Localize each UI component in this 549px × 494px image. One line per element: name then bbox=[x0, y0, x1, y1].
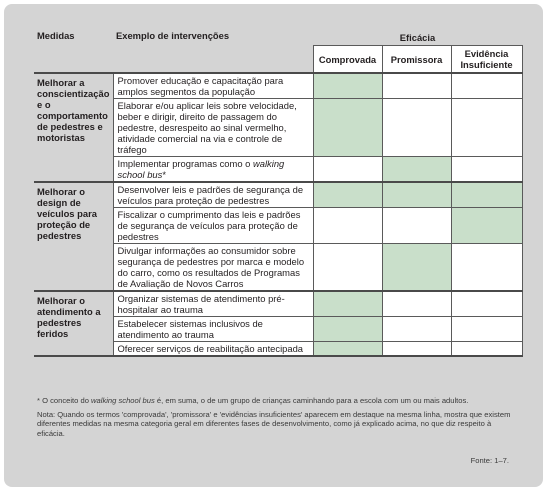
efficacy-cell-proven bbox=[313, 291, 382, 317]
efficacy-cell-proven bbox=[313, 244, 382, 292]
efficacy-cell-insufficient bbox=[451, 99, 522, 157]
efficacy-cell-insufficient bbox=[451, 182, 522, 208]
efficacy-cell-insufficient bbox=[451, 157, 522, 183]
efficacy-cell-insufficient bbox=[451, 317, 522, 342]
footnote: * O conceito do walking school bus é, em suma, o de um grupo de crianças caminhando para a escola com um ou mais adultos. bbox=[37, 396, 469, 405]
efficacy-cell-insufficient bbox=[451, 342, 522, 357]
efficacy-cell-proven bbox=[313, 157, 382, 183]
intervention-text: Fiscalizar o cumprimento das leis e padrões de segurança de veículos para proteção de pedestres bbox=[113, 208, 313, 244]
efficacy-cell-proven bbox=[313, 208, 382, 244]
efficacy-cell-proven bbox=[313, 342, 382, 357]
efficacy-cell-promising bbox=[382, 342, 451, 357]
intervention-text: Oferecer serviços de reabilitação antecipada bbox=[113, 342, 313, 357]
efficacy-cell-proven bbox=[313, 99, 382, 157]
measure-category: Melhorar a conscientização e o comportamento de pedestres e motoristas bbox=[34, 73, 113, 182]
intervention-text: Elaborar e/ou aplicar leis sobre velocidade, beber e dirigir, direito de passagem do pedestre, desrespeito ao sinal vermelho, atividade comercial na via e controle de tráfego bbox=[113, 99, 313, 157]
efficacy-cell-insufficient bbox=[451, 244, 522, 292]
figure-panel bbox=[4, 4, 543, 487]
efficacy-cell-promising bbox=[382, 317, 451, 342]
intervention-text: Promover educação e capacitação para amplos segmentos da população bbox=[113, 73, 313, 99]
efficacy-cell-promising bbox=[382, 244, 451, 292]
header-proven: Comprovada bbox=[313, 46, 382, 74]
header-measures: Medidas bbox=[34, 28, 113, 73]
header-promising: Promissora bbox=[382, 46, 451, 74]
efficacy-cell-insufficient bbox=[451, 73, 522, 99]
table-notes bbox=[37, 396, 517, 443]
efficacy-cell-promising bbox=[382, 182, 451, 208]
efficacy-cell-insufficient bbox=[451, 208, 522, 244]
source-citation: Fonte: 1–7. bbox=[470, 456, 509, 465]
note: Nota: Quando os termos 'comprovada', 'promissora' e 'evidências insuficientes' aparecem em destaque na mesma linha, mostra que existem diferentes medidas na mesma categoria geral em diferentes fases de desenvolvimento, como já explicado acima, no que diz respeito à eficácia. bbox=[37, 410, 511, 438]
efficacy-cell-promising bbox=[382, 291, 451, 317]
intervention-text: Estabelecer sistemas inclusivos de atendimento ao trauma bbox=[113, 317, 313, 342]
efficacy-cell-proven bbox=[313, 182, 382, 208]
efficacy-cell-proven bbox=[313, 73, 382, 99]
measure-category: Melhorar o atendimento a pedestres feridos bbox=[34, 291, 113, 356]
measure-category: Melhorar o design de veículos para proteção de pedestres bbox=[34, 182, 113, 291]
efficacy-cell-promising bbox=[382, 208, 451, 244]
intervention-text: Organizar sistemas de atendimento pré-hospitalar ao trauma bbox=[113, 291, 313, 317]
efficacy-table bbox=[34, 28, 523, 357]
efficacy-cell-promising bbox=[382, 157, 451, 183]
intervention-text: Divulgar informações ao consumidor sobre segurança de pedestres por marca e modelo do carro, como os resultados de Programas de Avaliação de Novos Carros bbox=[113, 244, 313, 292]
intervention-text: Implementar programas como o walking school bus* bbox=[113, 157, 313, 183]
efficacy-cell-promising bbox=[382, 73, 451, 99]
intervention-text: Desenvolver leis e padrões de segurança de veículos para proteção de pedestres bbox=[113, 182, 313, 208]
efficacy-cell-promising bbox=[382, 99, 451, 157]
header-efficacy: Eficácia bbox=[313, 28, 522, 46]
header-insufficient: Evidência Insuficiente bbox=[451, 46, 522, 74]
header-interventions: Exemplo de intervenções bbox=[113, 28, 313, 73]
efficacy-cell-insufficient bbox=[451, 291, 522, 317]
efficacy-cell-proven bbox=[313, 317, 382, 342]
